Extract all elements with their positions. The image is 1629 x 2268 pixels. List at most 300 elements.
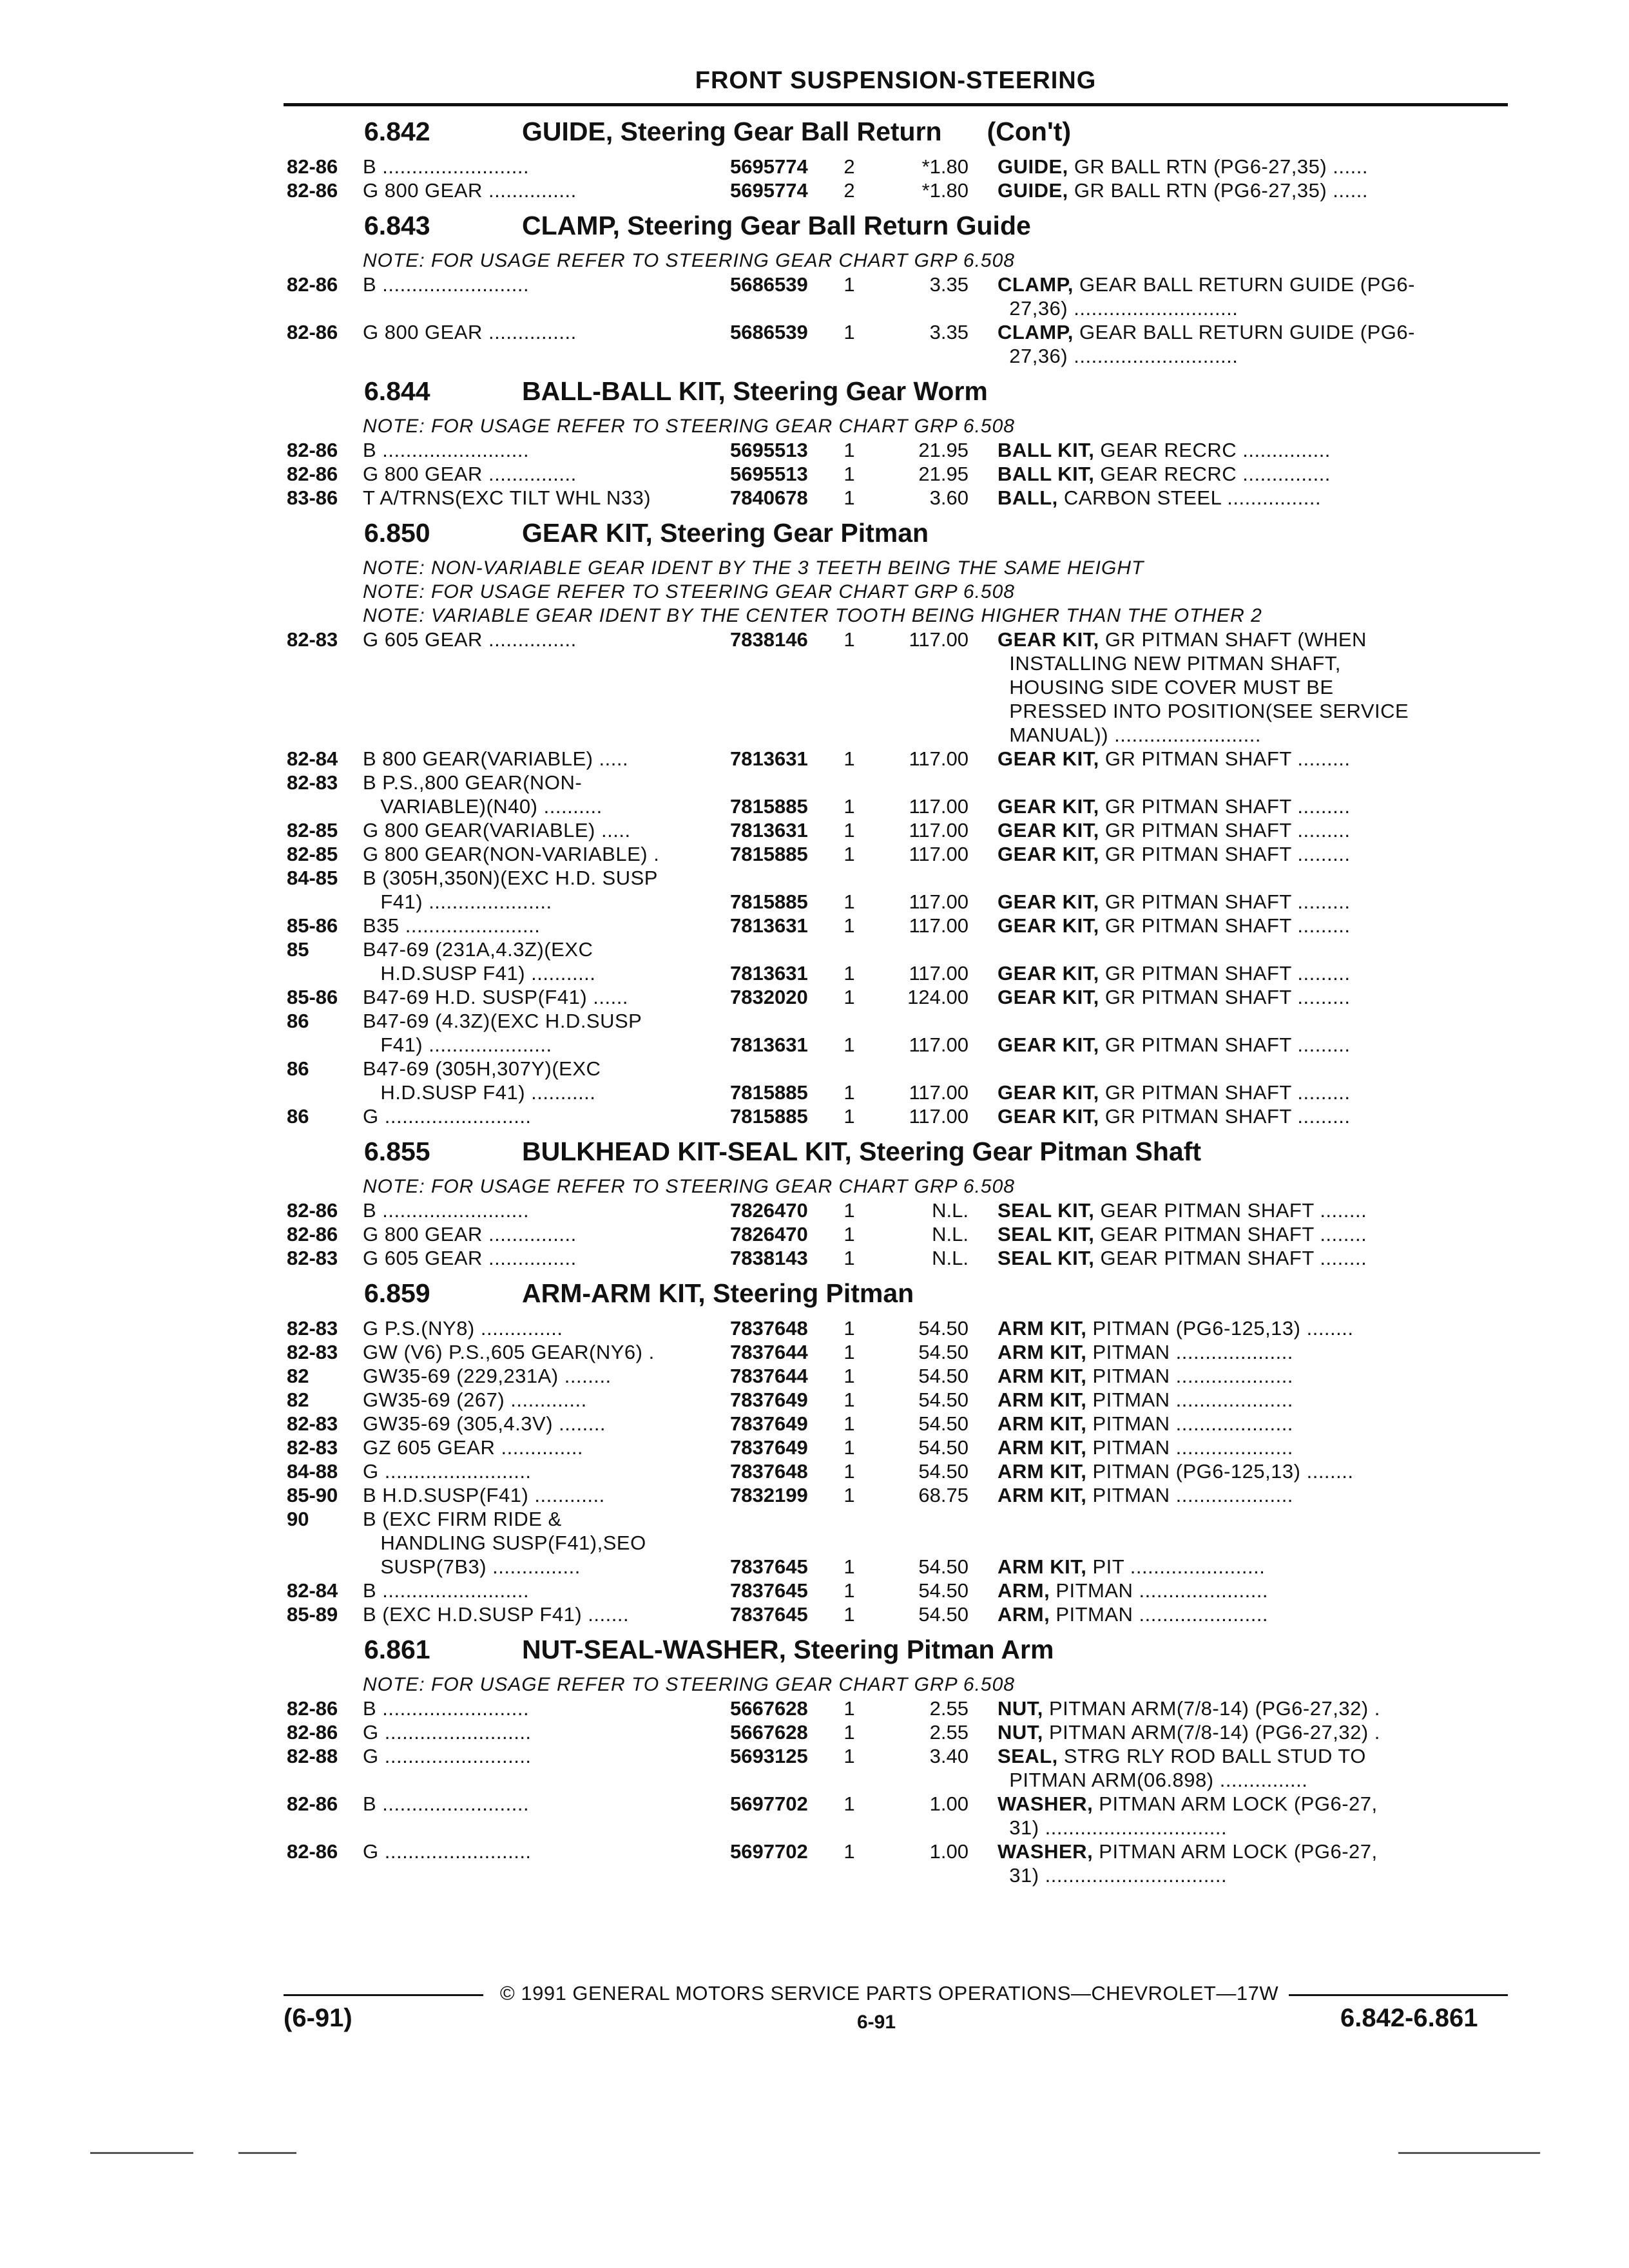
price: 54.50 — [918, 1341, 969, 1363]
part-number: 5695513 — [730, 463, 808, 485]
part-number — [730, 699, 827, 723]
part-name-keyword: GUIDE, — [998, 155, 1068, 178]
part-name-detail: GR PITMAN SHAFT (WHEN — [1099, 628, 1367, 651]
price — [872, 723, 998, 747]
part-name — [998, 1033, 1514, 1057]
quantity — [827, 866, 872, 890]
model-years — [287, 794, 363, 818]
application: B ......................... — [363, 1792, 530, 1815]
quantity: 1 — [843, 1223, 855, 1245]
section-note: NOTE: FOR USAGE REFER TO STEERING GEAR CHART GRP 6.508 — [363, 250, 1015, 271]
price: 117.00 — [909, 795, 969, 818]
part-name — [998, 1579, 1514, 1602]
quantity — [827, 723, 872, 747]
part-number: 5695774 — [730, 155, 808, 178]
part-name-keyword: WASHER, — [998, 1840, 1094, 1863]
application: B ......................... — [363, 439, 530, 461]
quantity: 1 — [843, 1105, 855, 1128]
quantity: 1 — [843, 914, 855, 937]
application — [363, 723, 730, 747]
application: B (EXC FIRM RIDE & — [363, 1508, 562, 1530]
part-row — [287, 1459, 1514, 1483]
part-name-keyword: CLAMP, — [998, 321, 1074, 343]
part-row — [287, 1602, 1514, 1626]
part-name — [998, 1081, 1514, 1104]
price: 54.50 — [918, 1317, 969, 1340]
model-years: 82-86 — [287, 273, 338, 296]
part-number — [730, 675, 827, 699]
part-row — [287, 1579, 1514, 1602]
footer-rule-right — [1289, 1994, 1508, 1996]
part-row — [287, 1531, 1514, 1555]
part-number: 7838146 — [730, 628, 808, 651]
application: B ......................... — [363, 1697, 530, 1720]
quantity: 1 — [843, 1484, 855, 1506]
application: B ......................... — [363, 1199, 530, 1222]
model-years: 85-89 — [287, 1603, 338, 1626]
part-row — [287, 1816, 1514, 1840]
application: G 800 GEAR ............... — [363, 179, 577, 202]
part-name-keyword: GEAR KIT, — [998, 1105, 1099, 1128]
part-row — [287, 675, 1514, 699]
part-name-detail: GR PITMAN SHAFT ......... — [1099, 795, 1351, 818]
application: SUSP(7B3) ............... — [363, 1555, 581, 1578]
application: B35 ....................... — [363, 914, 541, 937]
part-name — [998, 1720, 1514, 1744]
part-row — [287, 1507, 1514, 1531]
section-note: NOTE: FOR USAGE REFER TO STEERING GEAR CHART GRP 6.508 — [363, 1674, 1015, 1695]
quantity: 1 — [843, 747, 855, 770]
part-name — [998, 155, 1514, 178]
part-name-keyword: GEAR KIT, — [998, 628, 1099, 651]
part-name-keyword: NUT, — [998, 1697, 1043, 1720]
part-name-detail: GEAR PITMAN SHAFT ........ — [1094, 1247, 1367, 1269]
quantity: 1 — [843, 1199, 855, 1222]
part-number: 7838143 — [730, 1247, 808, 1269]
quantity — [827, 1863, 872, 1887]
price: 1.00 — [929, 1840, 969, 1863]
part-name-keyword: ARM KIT, — [998, 1436, 1087, 1459]
application: T A/TRNS(EXC TILT WHL N33) — [363, 486, 651, 509]
quantity: 1 — [843, 1745, 855, 1767]
part-row — [287, 1316, 1514, 1340]
part-number — [730, 1768, 827, 1792]
price: 3.60 — [929, 486, 969, 509]
section-continued: (Con't) — [987, 117, 1072, 146]
price: 124.00 — [907, 986, 969, 1008]
price: 3.35 — [929, 273, 969, 296]
part-row — [287, 1483, 1514, 1507]
section-title — [287, 108, 1514, 155]
part-row — [287, 178, 1514, 202]
part-number: 7837645 — [730, 1579, 808, 1602]
application: GW35-69 (305,4.3V) ........ — [363, 1412, 606, 1435]
application — [363, 699, 730, 723]
price: 54.50 — [918, 1412, 969, 1435]
part-name — [998, 651, 1514, 675]
part-number — [730, 1531, 827, 1555]
quantity: 1 — [843, 463, 855, 485]
part-name — [998, 1412, 1514, 1436]
part-name-detail: CARBON STEEL ................ — [1057, 486, 1322, 509]
part-name-detail: PITMAN (PG6-125,13) ........ — [1086, 1317, 1354, 1340]
part-number — [730, 1057, 827, 1081]
footer-rule-left — [284, 1994, 483, 1996]
part-name-keyword: BALL, — [998, 486, 1058, 509]
part-row — [287, 1340, 1514, 1364]
section-name: NUT-SEAL-WASHER, Steering Pitman Arm — [522, 1635, 1054, 1664]
quantity — [827, 1507, 872, 1531]
part-row — [287, 914, 1514, 937]
part-row — [287, 985, 1514, 1009]
part-name — [998, 699, 1514, 723]
part-row — [287, 462, 1514, 486]
price: 21.95 — [918, 463, 969, 485]
scan-mark — [1398, 2152, 1540, 2154]
application: G ......................... — [363, 1460, 532, 1483]
part-name — [998, 818, 1514, 842]
quantity: 1 — [843, 1555, 855, 1578]
price: 117.00 — [909, 628, 969, 651]
part-number: 7837645 — [730, 1555, 808, 1578]
quantity — [827, 1768, 872, 1792]
part-name-detail: INSTALLING NEW PITMAN SHAFT, — [998, 652, 1341, 675]
part-row — [287, 842, 1514, 866]
model-years — [287, 1555, 363, 1579]
part-row — [287, 1104, 1514, 1128]
model-years: 82-85 — [287, 819, 338, 841]
part-row — [287, 651, 1514, 675]
part-name-keyword: GEAR KIT, — [998, 1033, 1099, 1056]
price: N.L. — [932, 1223, 969, 1245]
quantity: 1 — [843, 321, 855, 343]
application: HANDLING SUSP(F41),SEO — [363, 1532, 646, 1554]
quantity — [827, 937, 872, 961]
part-name-keyword: GUIDE, — [998, 179, 1068, 202]
part-name-detail: GR PITMAN SHAFT ......... — [1099, 819, 1351, 841]
part-row — [287, 961, 1514, 985]
part-name-detail: GR BALL RTN (PG6-27,35) ...... — [1068, 155, 1368, 178]
model-years: 84-85 — [287, 867, 338, 889]
application: H.D.SUSP F41) ........... — [363, 962, 596, 985]
part-name-keyword: GEAR KIT, — [998, 795, 1099, 818]
section-note: NOTE: FOR USAGE REFER TO STEERING GEAR CHART GRP 6.508 — [363, 416, 1015, 437]
model-years: 85 — [287, 938, 309, 961]
quantity — [827, 1816, 872, 1840]
part-row — [287, 1033, 1514, 1057]
price: *1.80 — [921, 179, 969, 202]
part-name — [998, 296, 1514, 320]
section-number: 6.855 — [364, 1137, 430, 1166]
quantity — [827, 1531, 872, 1555]
part-row — [287, 1412, 1514, 1436]
part-number — [730, 1863, 827, 1887]
part-name — [998, 1483, 1514, 1507]
price: 117.00 — [909, 962, 969, 985]
model-years: 86 — [287, 1057, 309, 1080]
application — [363, 1768, 730, 1792]
quantity: 1 — [843, 273, 855, 296]
model-years — [287, 1863, 363, 1887]
section-name: BULKHEAD KIT-SEAL KIT, Steering Gear Pitman Shaft — [522, 1137, 1202, 1166]
price: 117.00 — [909, 843, 969, 865]
application — [363, 675, 730, 699]
part-name — [998, 771, 1514, 794]
quantity: 1 — [843, 1603, 855, 1626]
header-rule — [284, 103, 1508, 106]
part-name — [998, 1057, 1514, 1081]
application: F41) ..................... — [363, 1033, 552, 1056]
part-name — [998, 628, 1514, 651]
part-number: 7815885 — [730, 1105, 808, 1128]
part-name-detail: GR PITMAN SHAFT ......... — [1099, 747, 1351, 770]
part-row — [287, 1696, 1514, 1720]
model-years: 82-86 — [287, 1792, 338, 1815]
part-row — [287, 628, 1514, 651]
part-name-keyword: GEAR KIT, — [998, 747, 1099, 770]
application: G ......................... — [363, 1840, 532, 1863]
quantity: 1 — [843, 1247, 855, 1269]
application: B P.S.,800 GEAR(NON- — [363, 771, 583, 794]
part-number — [730, 866, 827, 890]
part-name-keyword: ARM KIT, — [998, 1365, 1087, 1387]
quantity: 1 — [843, 1460, 855, 1483]
quantity: 1 — [843, 628, 855, 651]
part-number: 7815885 — [730, 795, 808, 818]
model-years — [287, 1816, 363, 1840]
part-row — [287, 1009, 1514, 1033]
application: GW35-69 (267) ............. — [363, 1389, 587, 1411]
part-name-detail: 31) ............................... — [998, 1816, 1228, 1839]
part-number: 7813631 — [730, 747, 808, 770]
model-years — [287, 1033, 363, 1057]
model-years: 82-83 — [287, 628, 338, 651]
part-name-keyword: SEAL KIT, — [998, 1223, 1095, 1245]
price: 117.00 — [909, 1033, 969, 1056]
price: 54.50 — [918, 1365, 969, 1387]
application — [363, 296, 730, 320]
scan-mark — [90, 2152, 193, 2154]
price — [872, 1816, 998, 1840]
part-name-detail: 27,36) ............................ — [998, 345, 1239, 367]
model-years: 82-83 — [287, 1341, 338, 1363]
part-number: 7840678 — [730, 486, 808, 509]
quantity: 1 — [843, 1412, 855, 1435]
price: 54.50 — [918, 1579, 969, 1602]
part-number: 5695513 — [730, 439, 808, 461]
model-years: 83-86 — [287, 486, 338, 509]
model-years: 82-83 — [287, 1317, 338, 1340]
section-number: 6.842 — [364, 117, 430, 146]
price — [872, 1531, 998, 1555]
part-name-detail: PITMAN ARM LOCK (PG6-27, — [1093, 1840, 1378, 1863]
section-number: 6.844 — [364, 376, 430, 406]
model-years: 85-86 — [287, 914, 338, 937]
part-name-keyword: NUT, — [998, 1721, 1043, 1744]
model-years: 82-86 — [287, 179, 338, 202]
part-name-detail: GR PITMAN SHAFT ......... — [1099, 1105, 1351, 1128]
model-years — [287, 723, 363, 747]
model-years: 90 — [287, 1508, 309, 1530]
part-name — [998, 1863, 1514, 1887]
part-number — [730, 1816, 827, 1840]
part-name-detail: GEAR BALL RETURN GUIDE (PG6- — [1073, 273, 1415, 296]
part-name-keyword: ARM KIT, — [998, 1484, 1087, 1506]
application: G 605 GEAR ............... — [363, 628, 577, 651]
application: B ......................... — [363, 1579, 530, 1602]
footer-copyright: © 1991 GENERAL MOTORS SERVICE PARTS OPERATIONS—CHEVROLET—17W — [499, 1982, 1279, 2004]
part-number: 7815885 — [730, 1081, 808, 1104]
part-number: 5697702 — [730, 1840, 808, 1863]
part-name — [998, 273, 1514, 296]
part-name-keyword: BALL KIT, — [998, 463, 1095, 485]
section-note: NOTE: NON-VARIABLE GEAR IDENT BY THE 3 TEETH BEING THE SAME HEIGHT — [363, 557, 1144, 579]
part-name — [998, 178, 1514, 202]
price: 117.00 — [909, 890, 969, 913]
quantity: 1 — [843, 986, 855, 1008]
part-number — [730, 344, 827, 368]
part-name-detail: PITMAN .................... — [1086, 1412, 1293, 1435]
part-name — [998, 1840, 1514, 1863]
application: G 800 GEAR ............... — [363, 321, 577, 343]
model-years: 82-86 — [287, 1721, 338, 1744]
part-number: 5686539 — [730, 273, 808, 296]
part-number: 7813631 — [730, 914, 808, 937]
part-number — [730, 1507, 827, 1531]
part-row — [287, 771, 1514, 794]
part-name-keyword: ARM KIT, — [998, 1341, 1087, 1363]
quantity: 1 — [843, 1436, 855, 1459]
part-name-detail: HOUSING SIDE COVER MUST BE — [998, 676, 1334, 698]
model-years: 82-88 — [287, 1745, 338, 1767]
part-number: 7837645 — [730, 1603, 808, 1626]
part-name — [998, 1768, 1514, 1792]
part-name — [998, 1364, 1514, 1388]
part-name-keyword: GEAR KIT, — [998, 914, 1099, 937]
part-number: 7813631 — [730, 1033, 808, 1056]
part-name — [998, 1792, 1514, 1816]
application: B H.D.SUSP(F41) ............ — [363, 1484, 605, 1506]
application: GZ 605 GEAR .............. — [363, 1436, 584, 1459]
part-row — [287, 1768, 1514, 1792]
part-number: 7815885 — [730, 890, 808, 913]
part-row — [287, 1792, 1514, 1816]
part-name-keyword: BALL KIT, — [998, 439, 1095, 461]
quantity: 1 — [843, 486, 855, 509]
part-name-keyword: CLAMP, — [998, 273, 1074, 296]
part-name — [998, 985, 1514, 1009]
part-row — [287, 1246, 1514, 1270]
part-name-detail: 27,36) ............................ — [998, 297, 1239, 320]
model-years — [287, 1081, 363, 1104]
part-name-detail: MANUAL)) ......................... — [998, 724, 1261, 746]
part-row — [287, 438, 1514, 462]
price — [872, 1768, 998, 1792]
part-row — [287, 320, 1514, 344]
price: 3.35 — [929, 321, 969, 343]
model-years: 82-86 — [287, 1199, 338, 1222]
part-name — [998, 866, 1514, 890]
quantity: 1 — [843, 795, 855, 818]
price: 3.40 — [929, 1745, 969, 1767]
model-years — [287, 296, 363, 320]
application: G 605 GEAR ............... — [363, 1247, 577, 1269]
quantity: 2 — [843, 155, 855, 178]
part-name-keyword: WASHER, — [998, 1792, 1094, 1815]
section-number: 6.861 — [364, 1635, 430, 1664]
part-name-keyword: SEAL KIT, — [998, 1199, 1095, 1222]
quantity: 1 — [843, 439, 855, 461]
part-name-detail: PITMAN ...................... — [1050, 1579, 1269, 1602]
part-name-detail: GEAR RECRC ............... — [1094, 439, 1331, 461]
part-row — [287, 937, 1514, 961]
part-name — [998, 1696, 1514, 1720]
model-years — [287, 651, 363, 675]
part-number: 5695774 — [730, 179, 808, 202]
part-number — [730, 1009, 827, 1033]
part-number: 7837644 — [730, 1365, 808, 1387]
part-number — [730, 771, 827, 794]
part-number: 7815885 — [730, 843, 808, 865]
model-years: 82 — [287, 1389, 309, 1411]
model-years: 82-84 — [287, 1579, 338, 1602]
part-number: 7813631 — [730, 819, 808, 841]
model-years: 86 — [287, 1105, 309, 1128]
part-row — [287, 344, 1514, 368]
application: G ......................... — [363, 1721, 532, 1744]
part-row — [287, 155, 1514, 178]
model-years: 85-86 — [287, 986, 338, 1008]
section-title — [287, 202, 1514, 249]
price: *1.80 — [921, 155, 969, 178]
part-number: 7826470 — [730, 1223, 808, 1245]
quantity: 1 — [843, 819, 855, 841]
part-number: 5667628 — [730, 1721, 808, 1744]
part-number — [730, 296, 827, 320]
quantity: 1 — [843, 1840, 855, 1863]
application: H.D.SUSP F41) ........... — [363, 1081, 596, 1104]
application: GW35-69 (229,231A) ........ — [363, 1365, 612, 1387]
part-name — [998, 462, 1514, 486]
section-note: NOTE: FOR USAGE REFER TO STEERING GEAR CHART GRP 6.508 — [363, 581, 1015, 602]
part-number: 7826470 — [730, 1199, 808, 1222]
application — [363, 1863, 730, 1887]
quantity: 1 — [843, 1033, 855, 1056]
price: 117.00 — [909, 819, 969, 841]
application: B47-69 (4.3Z)(EXC H.D.SUSP — [363, 1010, 642, 1032]
part-name-keyword: ARM KIT, — [998, 1460, 1087, 1483]
model-years: 82-83 — [287, 1412, 338, 1435]
part-name — [998, 1436, 1514, 1459]
price: 117.00 — [909, 914, 969, 937]
part-number — [730, 937, 827, 961]
part-name — [998, 320, 1514, 344]
part-name-detail: PITMAN ...................... — [1050, 1603, 1269, 1626]
price: N.L. — [932, 1247, 969, 1269]
part-name — [998, 1531, 1514, 1555]
model-years: 82-83 — [287, 1247, 338, 1269]
part-name-keyword: SEAL KIT, — [998, 1247, 1095, 1269]
quantity: 1 — [843, 1792, 855, 1815]
part-row — [287, 1744, 1514, 1768]
part-row — [287, 747, 1514, 771]
quantity: 1 — [843, 1365, 855, 1387]
part-name — [998, 937, 1514, 961]
section-number: 6.843 — [364, 211, 430, 240]
part-name-detail: GEAR BALL RETURN GUIDE (PG6- — [1073, 321, 1415, 343]
model-years — [287, 1531, 363, 1555]
part-number — [730, 651, 827, 675]
